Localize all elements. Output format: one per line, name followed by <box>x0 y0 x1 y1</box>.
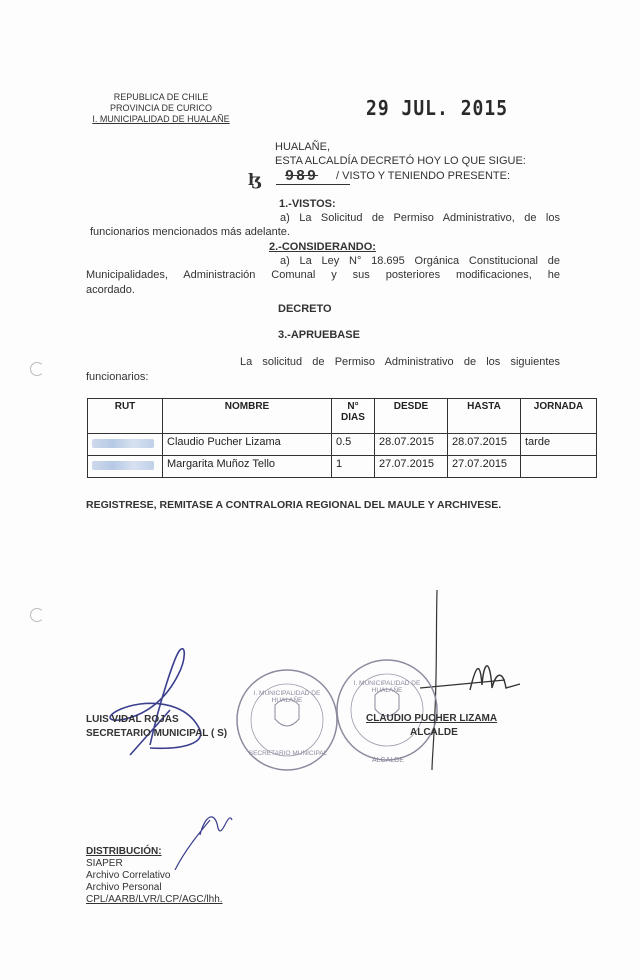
seal-right-text-bottom: ALCALDE <box>372 757 404 764</box>
col-hasta: HASTA <box>448 399 521 434</box>
visto-line: / VISTO Y TENIENDO PRESENTE: <box>336 170 511 182</box>
seal-right-text-top: I. MUNICIPALIDAD DE HUALAÑE <box>353 680 421 694</box>
decree-mark-icon: ɮ <box>248 170 261 189</box>
distribution-item: SIAPER <box>86 858 123 869</box>
col-dias: N° DIAS <box>332 399 375 434</box>
col-desde: DESDE <box>375 399 448 434</box>
cell-desde: 28.07.2015 <box>375 434 448 456</box>
punch-hole <box>30 362 44 376</box>
col-rut: RUT <box>88 399 163 434</box>
cell-jornada <box>521 456 597 478</box>
apruebase-heading: 3.-APRUEBASE <box>278 329 360 341</box>
vistos-text-cont: funcionarios mencionados más adelante. <box>90 226 290 238</box>
table-row <box>88 456 597 478</box>
table-header-row <box>88 399 597 434</box>
redaction-mark <box>92 439 154 448</box>
distribution <box>86 846 223 906</box>
letterhead-municipality: I. MUNICIPALIDAD DE HUALAÑE <box>92 114 230 124</box>
signature-right <box>470 666 520 690</box>
cell-nombre: Claudio Pucher Lizama <box>163 434 332 456</box>
secretary-name: LUIS VIDAL ROJAS <box>86 714 179 725</box>
considerando-text: a) La Ley N° 18.695 Orgánica Constitucional de <box>280 255 560 267</box>
distribution-item: Archivo Personal <box>86 882 162 893</box>
seal-left-text-bottom: SECRETARIO MUNICIPAL <box>248 750 328 757</box>
cell-hasta: 27.07.2015 <box>448 456 521 478</box>
letterhead <box>86 92 236 125</box>
letterhead-country: REPUBLICA DE CHILE <box>113 92 209 102</box>
considerando-text-cont: Municipalidades, Administración Comunal y sus posteriores modificaciones, he <box>86 269 560 281</box>
registrese-line: REGISTRESE, REMITASE A CONTRALORIA REGIONAL DEL MAULE Y ARCHIVESE. <box>86 499 502 511</box>
cell-dias: 0.5 <box>332 434 375 456</box>
vistos-text: a) La Solicitud de Permiso Administrativo, de los <box>280 212 560 224</box>
number-underline <box>276 184 350 185</box>
decree-line: ESTA ALCALDÍA DECRETÓ HOY LO QUE SIGUE: <box>275 155 526 167</box>
rut-redacted <box>88 434 163 456</box>
seal-left-text-top: I. MUNICIPALIDAD DE HUALAÑE <box>253 690 321 704</box>
decreto-text: La solicitud de Permiso Administrativo de los siguientes <box>240 356 560 368</box>
secretary-title: SECRETARIO MUNICIPAL ( S) <box>86 728 228 739</box>
distribution-item: Archivo Correlativo <box>86 870 171 881</box>
decreto-text-cont: funcionarios: <box>86 371 149 383</box>
considerando-text-end: acordado. <box>86 284 135 296</box>
decree-number: 989 <box>285 168 319 185</box>
place: HUALAÑE, <box>275 141 331 153</box>
seal-right <box>337 660 437 760</box>
considerando-heading: 2.-CONSIDERANDO: <box>269 241 376 253</box>
cell-nombre: Margarita Muñoz Tello <box>163 456 332 478</box>
cell-dias: 1 <box>332 456 375 478</box>
cell-hasta: 28.07.2015 <box>448 434 521 456</box>
col-nombre: NOMBRE <box>163 399 332 434</box>
letterhead-province: PROVINCIA DE CURICO <box>109 103 212 113</box>
permit-table <box>87 398 597 478</box>
distribution-item: CPL/AARB/LVR/LCP/AGC/lhh. <box>86 894 223 905</box>
vistos-heading: 1.-VISTOS: <box>279 198 336 210</box>
col-jornada: JORNADA <box>521 399 597 434</box>
mayor-title: ALCALDE <box>410 727 458 738</box>
redaction-mark <box>92 461 154 470</box>
rut-redacted <box>88 456 163 478</box>
mayor-name: CLAUDIO PUCHER LIZAMA <box>366 713 498 724</box>
cell-desde: 27.07.2015 <box>375 456 448 478</box>
table-row <box>88 434 597 456</box>
distribution-heading: DISTRIBUCIÓN: <box>86 846 162 857</box>
cell-jornada: tarde <box>521 434 597 456</box>
date-stamp: 29 JUL. 2015 <box>366 96 509 121</box>
decreto-heading: DECRETO <box>278 303 332 315</box>
punch-hole <box>30 608 44 622</box>
